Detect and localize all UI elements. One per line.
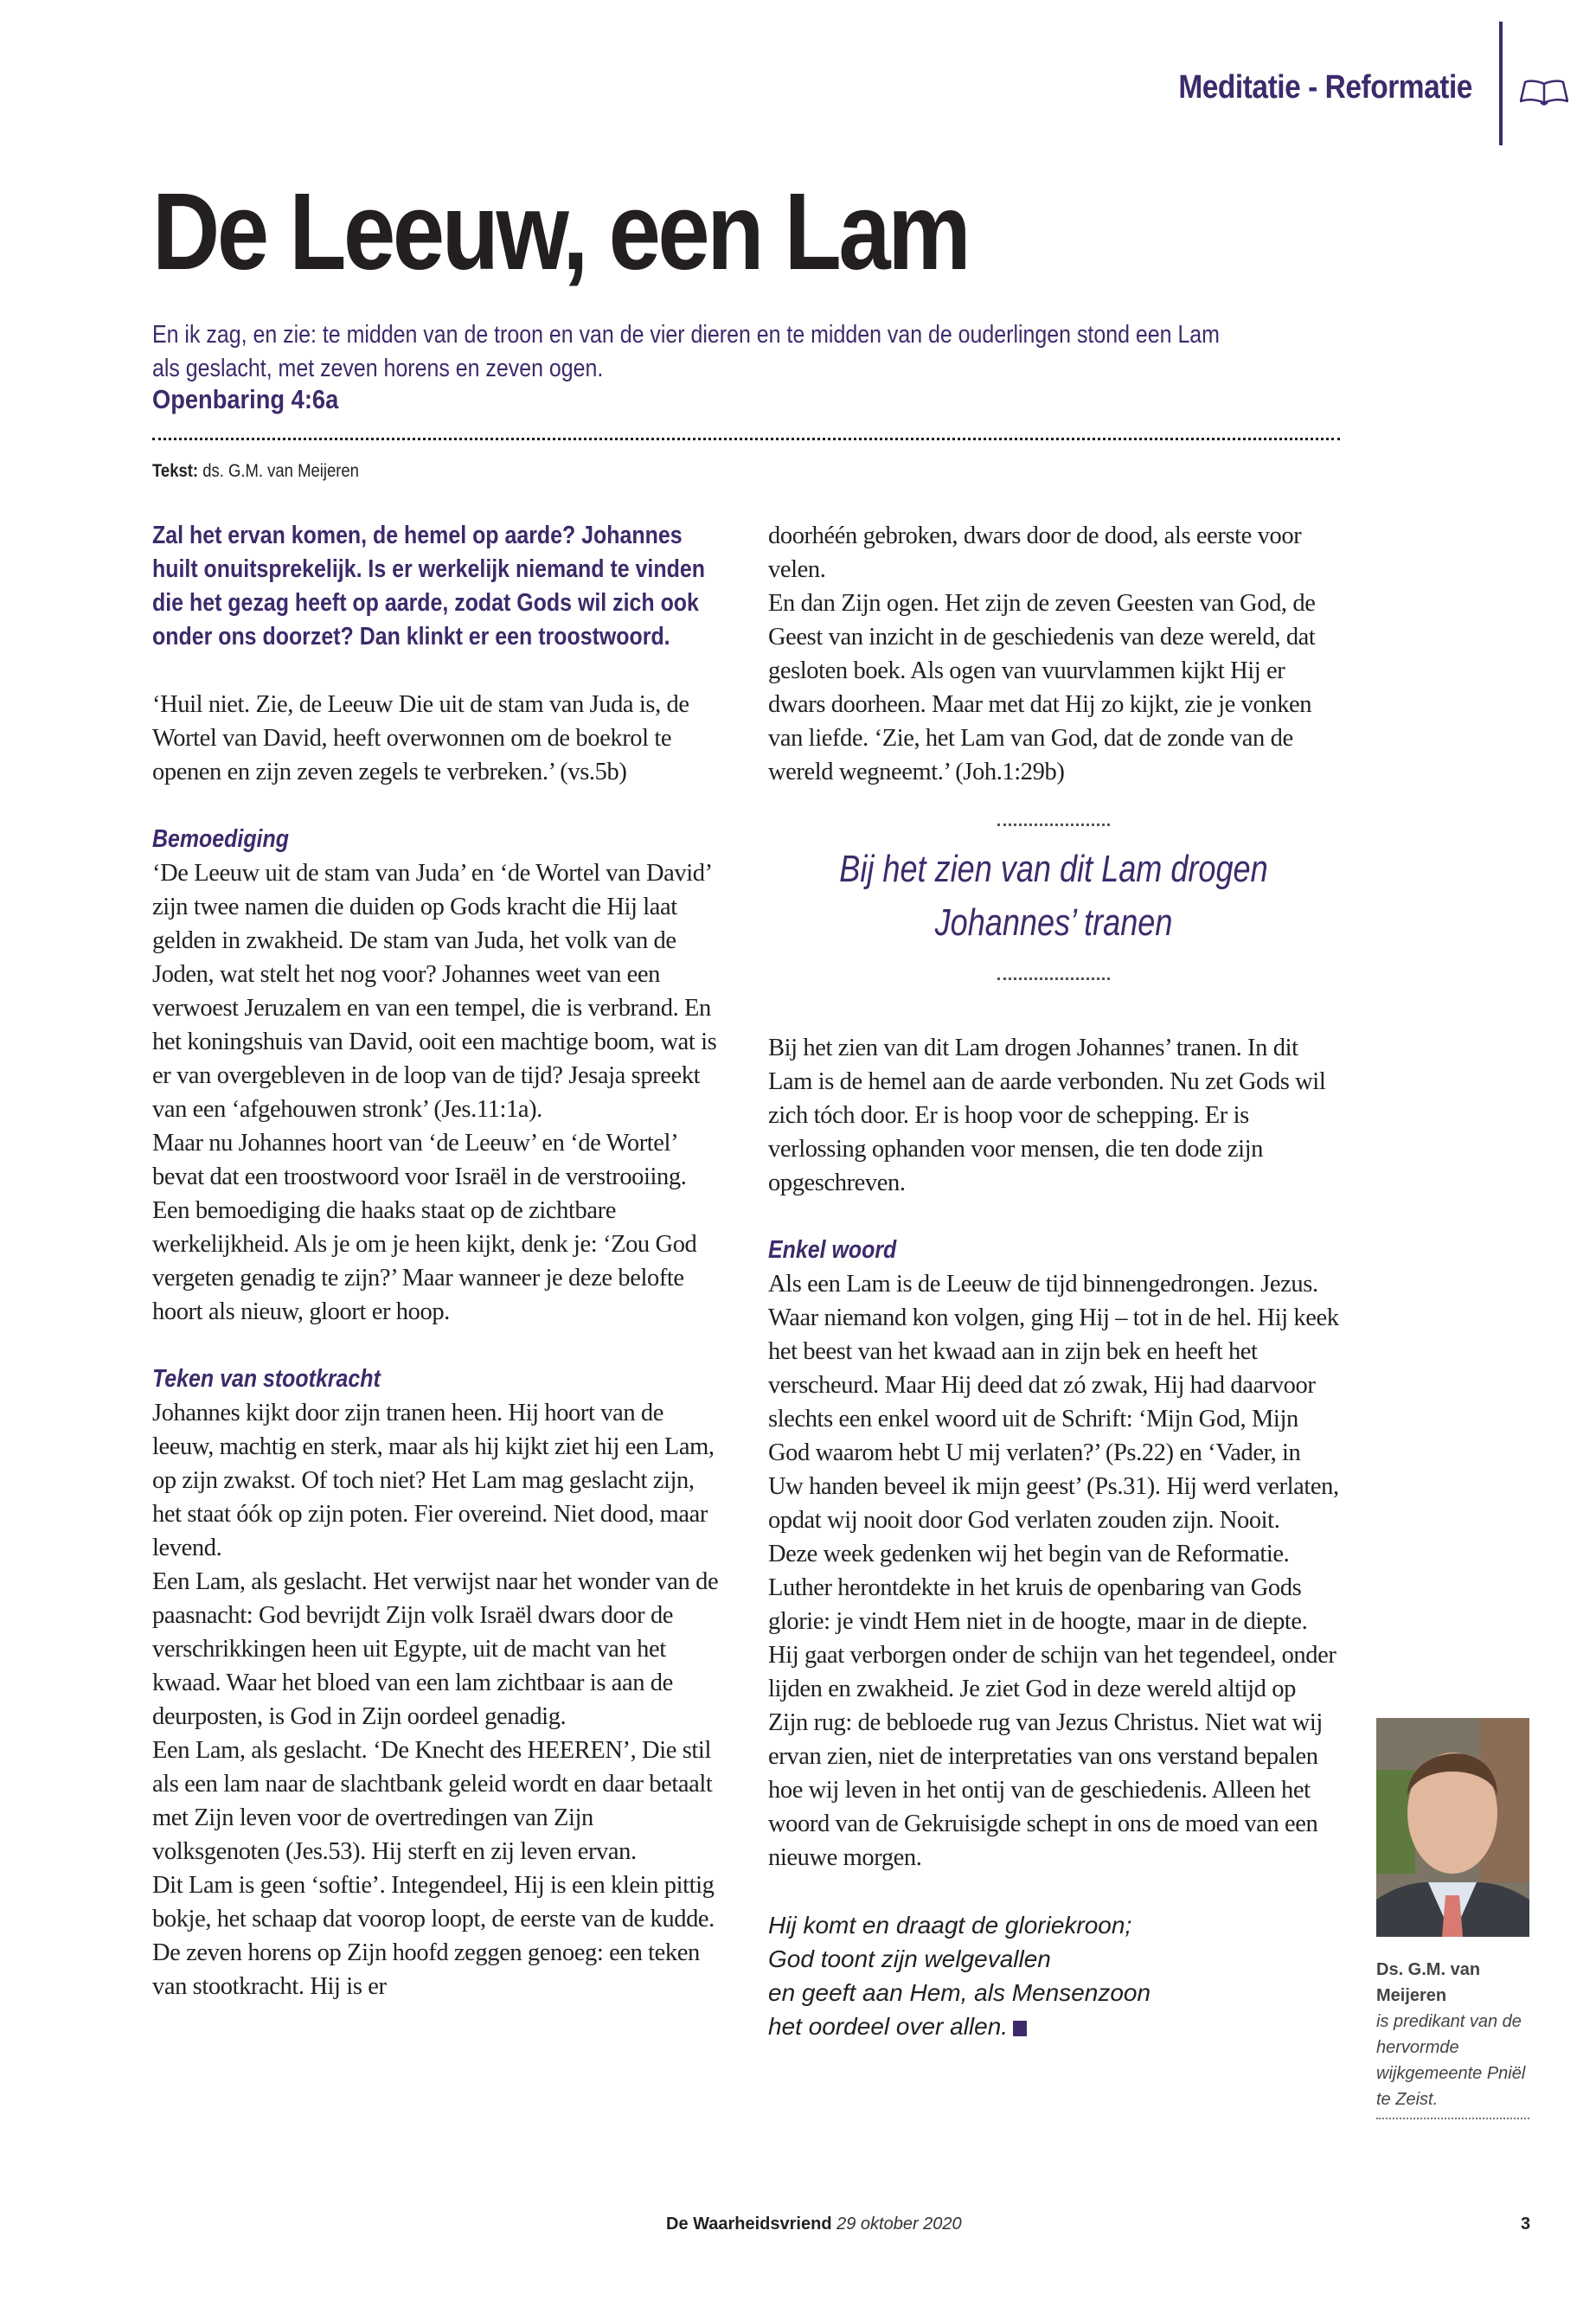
poem-line: God toont zijn welgevallen <box>768 1945 1051 1972</box>
paragraph: En dan Zijn ogen. Het zijn de zeven Geesten van God, de Geest van inzicht in de geschiedenis van deze wereld, dat gesloten boek. Als ogen van vuurvlammen kijkt Hij er dwars doorheen. Maar met dat Hij zo kijkt, zie je vonken van liefde. ‘Zie, het Lam van God, dat de zonde van de wereld wegneemt.’ (Joh.1:29b) <box>768 590 1316 785</box>
pull-quote-text: Bij het zien van dit Lam drogen Johannes’ tranen <box>839 848 1268 944</box>
pull-quote-divider-top <box>997 824 1110 826</box>
publication-date: 29 oktober 2020 <box>836 2214 962 2234</box>
article-lead: Zal het ervan komen, de hemel op aarde? Johannes huilt onuitsprekelijk. Is er werkelijk niemand te vinden die het gezag heeft op aarde, zodat Gods wil zich ook onder ons doorzet? Dan klinkt er een troostwoord. <box>152 522 705 651</box>
closing-poem <box>768 1908 1339 2043</box>
paragraph: Een Lam, als geslacht. ‘De Knecht des HEEREN’, Die stil als een lam naar de slachtbank geleid wordt en daar betaalt met Zijn leven voor de overtredingen van Zijn volksgenoten (Jes.53). Hij sterft en zij leven ervan. <box>152 1737 713 1865</box>
author-role: is predikant van de hervormde wijkgemeente Pniël te Zeist. <box>1376 2012 1526 2109</box>
byline-label: Tekst: <box>152 461 199 481</box>
pull-quote <box>768 815 1339 984</box>
paragraph: Maar nu Johannes hoort van ‘de Leeuw’ en ‘de Wortel’ bevat dat een troostwoord voor Israël in de verstrooiing. Een bemoediging die haaks staat op de zichtbare werkelijkheid. Als je om je heen kijkt, denk je: ‘Zou God vergeten genadig te zijn?’ Maar wanneer je deze belofte hoort als nieuw, gloort er hoop. <box>152 1130 697 1325</box>
title-divider <box>152 438 1340 440</box>
header-divider <box>1499 22 1503 145</box>
page-number: 3 <box>1521 2214 1531 2234</box>
author-photo <box>1376 1718 1529 1937</box>
poem-line-last: het oordeel over allen. <box>768 2009 1339 2043</box>
author-name: Ds. G.M. van Meijeren <box>1376 1960 1481 2005</box>
publication-name: De Waarheidsvriend <box>666 2214 832 2234</box>
open-book-icon <box>1520 80 1568 106</box>
paragraph: ‘De Leeuw uit de stam van Juda’ en ‘de Wortel van David’ zijn twee namen die duiden op Gods kracht die Hij laat gelden in zwakheid. De stam van Juda, het volk van de Joden, wat stelt het nog voor? Johannes weet van een verwoest Jeruzalem en van een tempel, die is verbrand. En het koningshuis van David, ooit een machtige boom, wat is er van overgebleven in de loop van de tijd? Jesaja spreekt van een ‘afgehouwen stronk’ (Jes.11:1a). <box>152 860 717 1123</box>
article-title: De Leeuw, een Lam <box>152 170 969 292</box>
paragraph: Dit Lam is geen ‘softie’. Integendeel, Hij is een klein pittig bokje, het schaap dat voorop loopt, de eerste van de kudde. De zeven horens op Zijn hoofd zeggen genoeg: een teken van stootkracht. Hij is er <box>152 1872 715 2000</box>
article-column-left <box>152 519 723 2003</box>
opening-quote: ‘Huil niet. Zie, de Leeuw Die uit de stam van Juda is, de Wortel van David, heeft overwonnen om de boekrol te openen en zijn zeven zegels te verbreken.’ (vs.5b) <box>152 691 689 785</box>
paragraph: Deze week gedenken wij het begin van de Reformatie. Luther herontdekte in het kruis de openbaring van Gods glorie: je vindt Hem niet in de hoogte, maar in de diepte. Hij gaat verborgen onder de schijn van het tegendeel, onder lijden en zwakheid. Je ziet God in deze wereld altijd op Zijn rug: de bebloede rug van Jezus Christus. Niet wat wij ervan zien, niet de interpretaties van ons verstand bepalen hoe wij leven in het ontij van de geschiedenis. Alleen het woord van de Gekruisigde schept in ons de moed van een nieuwe morgen. <box>768 1541 1336 1871</box>
pull-quote-divider-bottom <box>997 977 1110 980</box>
paragraph: Bij het zien van dit Lam drogen Johannes’ tranen. In dit Lam is de hemel aan de aarde verbonden. Nu zet Gods wil zich tóch door. Er is hoop voor de schepping. Er is verlossing ophanden voor mensen, die ten dode zijn opgeschreven. <box>768 1035 1326 1196</box>
paragraph: doorhéén gebroken, dwars door de dood, als eerste voor velen. <box>768 522 1302 583</box>
intro-bible-reference: Openbaring 4:6a <box>152 384 339 414</box>
subheading-bemoediging: Bemoediging <box>152 825 289 853</box>
section-label: Meditatie - Reformatie <box>1178 69 1472 106</box>
subheading-enkel-woord: Enkel woord <box>768 1236 897 1264</box>
paragraph: Johannes kijkt door zijn tranen heen. Hij hoort van de leeuw, machtig en sterk, maar als hij kijkt ziet hij een Lam, op zijn zwakst. Of toch niet? Het Lam mag geslacht zijn, het staat óók op zijn poten. Fier overeind. Niet dood, maar levend. <box>152 1400 715 1561</box>
paragraph: Een Lam, als geslacht. Het verwijst naar het wonder van de paasnacht: God bevrijdt Zijn volk Israël dwars door de verschrikkingen heen uit Egypte, uit de macht van het kwaad. Waar het bloed van een lam zichtbaar is aan de deurposten, is God in Zijn oordeel genadig. <box>152 1568 719 1730</box>
author-caption <box>1376 1957 1541 2112</box>
article-column-right <box>768 519 1339 2043</box>
intro-bible-quote: En ik zag, en zie: te midden van de troon en van de vier dieren en te midden van de ouderlingen stond een Lam als geslacht, met zeven horens en zeven ogen. <box>152 321 1220 382</box>
author-portrait-illustration <box>1376 1718 1529 1937</box>
byline <box>152 461 359 482</box>
poem-line: Hij komt en draagt de gloriekroon; <box>768 1912 1132 1939</box>
paragraph: Als een Lam is de Leeuw de tijd binnengedrongen. Jezus. Waar niemand kon volgen, ging Hij – tot in de hel. Hij keek het beest van het kwaad aan in zijn bek en heeft het verscheurd. Maar Hij deed dat zó zwak, Hij had daarvoor slechts een enkel woord uit de Schrift: ‘Mijn God, Mijn God waarom hebt U mij verlaten?’ (Ps.22) en ‘Vader, in Uw handen beveel ik mijn geest’ (Ps.31). Hij werd verlaten, opdat wij nooit door God verlaten zouden zijn. Nooit. <box>768 1271 1339 1534</box>
subheading-teken-van-stootkracht: Teken van stootkracht <box>152 1365 381 1393</box>
end-of-article-mark <box>1013 2021 1027 2036</box>
caption-divider <box>1376 2118 1529 2119</box>
byline-author: ds. G.M. van Meijeren <box>202 461 359 481</box>
poem-line: en geeft aan Hem, als Mensenzoon <box>768 1979 1151 2006</box>
footer-publication <box>666 2214 962 2234</box>
